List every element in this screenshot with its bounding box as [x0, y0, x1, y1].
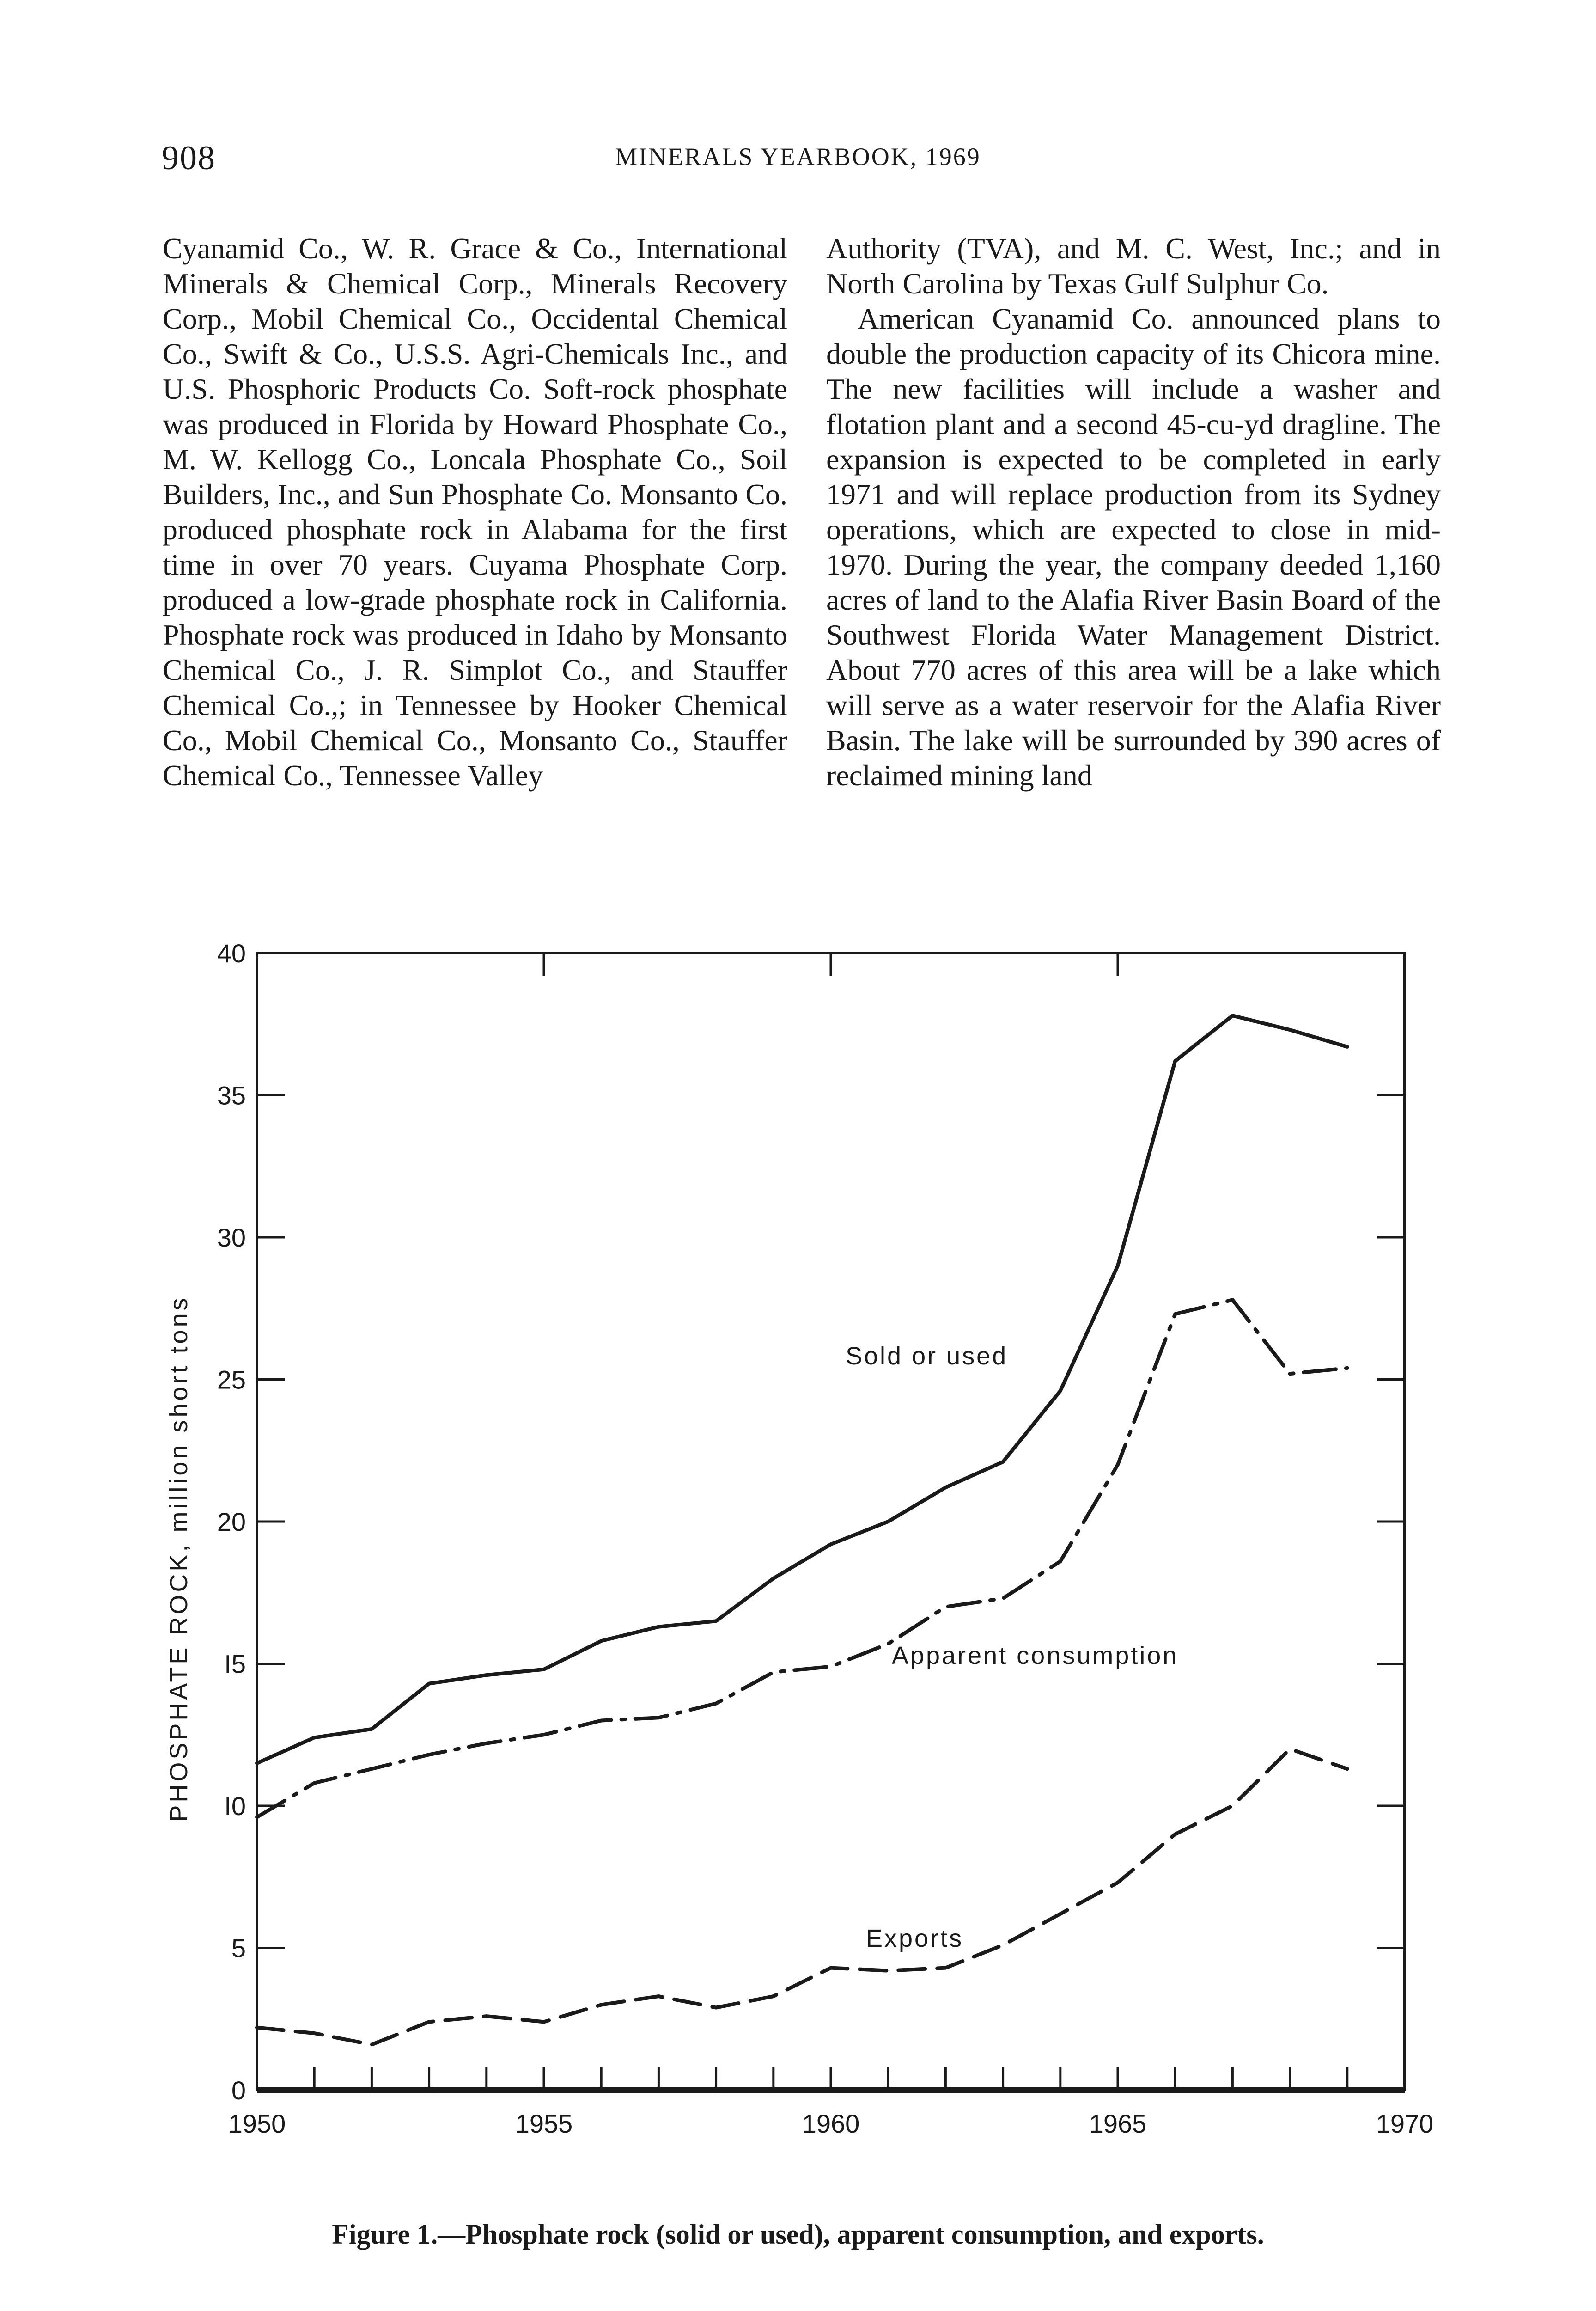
- series-line-sold-or-used: [257, 1015, 1347, 1763]
- y-tick-label: 25: [217, 1365, 246, 1394]
- right-column-paragraph-2: American Cyanamid Co. announced plans to double the production capacity of its Chicora mine. The new facilities will include a washer and flotation plant and a second 45-cu-yd dragline. The expansion is expected to be completed in early 1971 and will replace production from its Sydney operations, which are expected to close in mid-1970. During the year, the company deeded 1,160 acres of land to the Alafia River Basin Board of the Southwest Florida Water Management District. About 770 acres of this area will be a lake which will serve as a water reservoir for the Alafia River Basin. The lake will be surrounded by 390 acres of reclaimed mining land: [826, 302, 1441, 792]
- y-tick-label: 5: [231, 1933, 246, 1963]
- right-column-paragraph-1: Authority (TVA), and M. C. West, Inc.; and in North Carolina by Texas Gulf Sulphur Co.: [826, 232, 1441, 300]
- left-column-paragraph: Cyanamid Co., W. R. Grace & Co., International Minerals & Chemical Corp., Minerals Recovery Corp., Mobil Chemical Co., Occidental Chemical Co., Swift & Co., U.S.S. Agri-Chemicals Inc., and U.S. Phosphoric Products Co. Soft-rock phosphate was produced in Florida by Howard Phosphate Co., M. W. Kellogg Co., Loncala Phosphate Co., Soil Builders, Inc., and Sun Phosphate Co. Monsanto Co. produced phosphate rock in Alabama for the first time in over 70 years. Cuyama Phosphate Corp. produced a low-grade phosphate rock in California. Phosphate rock was produced in Idaho by Monsanto Chemical Co., J. R. Simplot Co., and Stauffer Chemical Co.,; in Tennessee by Hooker Chemical Co., Mobil Chemical Co., Monsanto Co., Stauffer Chemical Co., Tennessee Valley: [163, 232, 787, 792]
- x-tick-label: 1965: [1089, 2109, 1147, 2138]
- y-tick-label: 20: [217, 1507, 246, 1536]
- plot-frame: [257, 953, 1405, 2090]
- series-label: Exports: [866, 1925, 964, 1952]
- y-axis-title: PHOSPHATE ROCK, million short tons: [165, 1295, 193, 1822]
- series-label: Apparent consumption: [892, 1642, 1179, 1669]
- right-column: [826, 231, 1441, 793]
- y-tick-label: 35: [217, 1081, 246, 1110]
- series-line-exports: [257, 1749, 1347, 2045]
- x-tick-label: 1970: [1376, 2109, 1434, 2138]
- y-tick-label: I0: [224, 1791, 246, 1821]
- figure-caption: Figure 1.—Phosphate rock (solid or used), apparent consumption, and exports.: [332, 2219, 1264, 2250]
- x-tick-label: 1960: [802, 2109, 860, 2138]
- page-number: 908: [162, 139, 216, 177]
- running-head: MINERALS YEARBOOK, 1969: [615, 143, 981, 171]
- y-tick-label: I5: [224, 1649, 246, 1679]
- x-tick-label: 1950: [228, 2109, 286, 2138]
- y-tick-label: 40: [217, 939, 246, 968]
- series-label: Sold or used: [846, 1342, 1008, 1370]
- series-line-apparent-consumption: [257, 1300, 1347, 1817]
- y-tick-label: 0: [231, 2076, 246, 2105]
- y-tick-label: 30: [217, 1223, 246, 1252]
- left-column: [163, 231, 787, 793]
- x-tick-label: 1955: [515, 2109, 573, 2138]
